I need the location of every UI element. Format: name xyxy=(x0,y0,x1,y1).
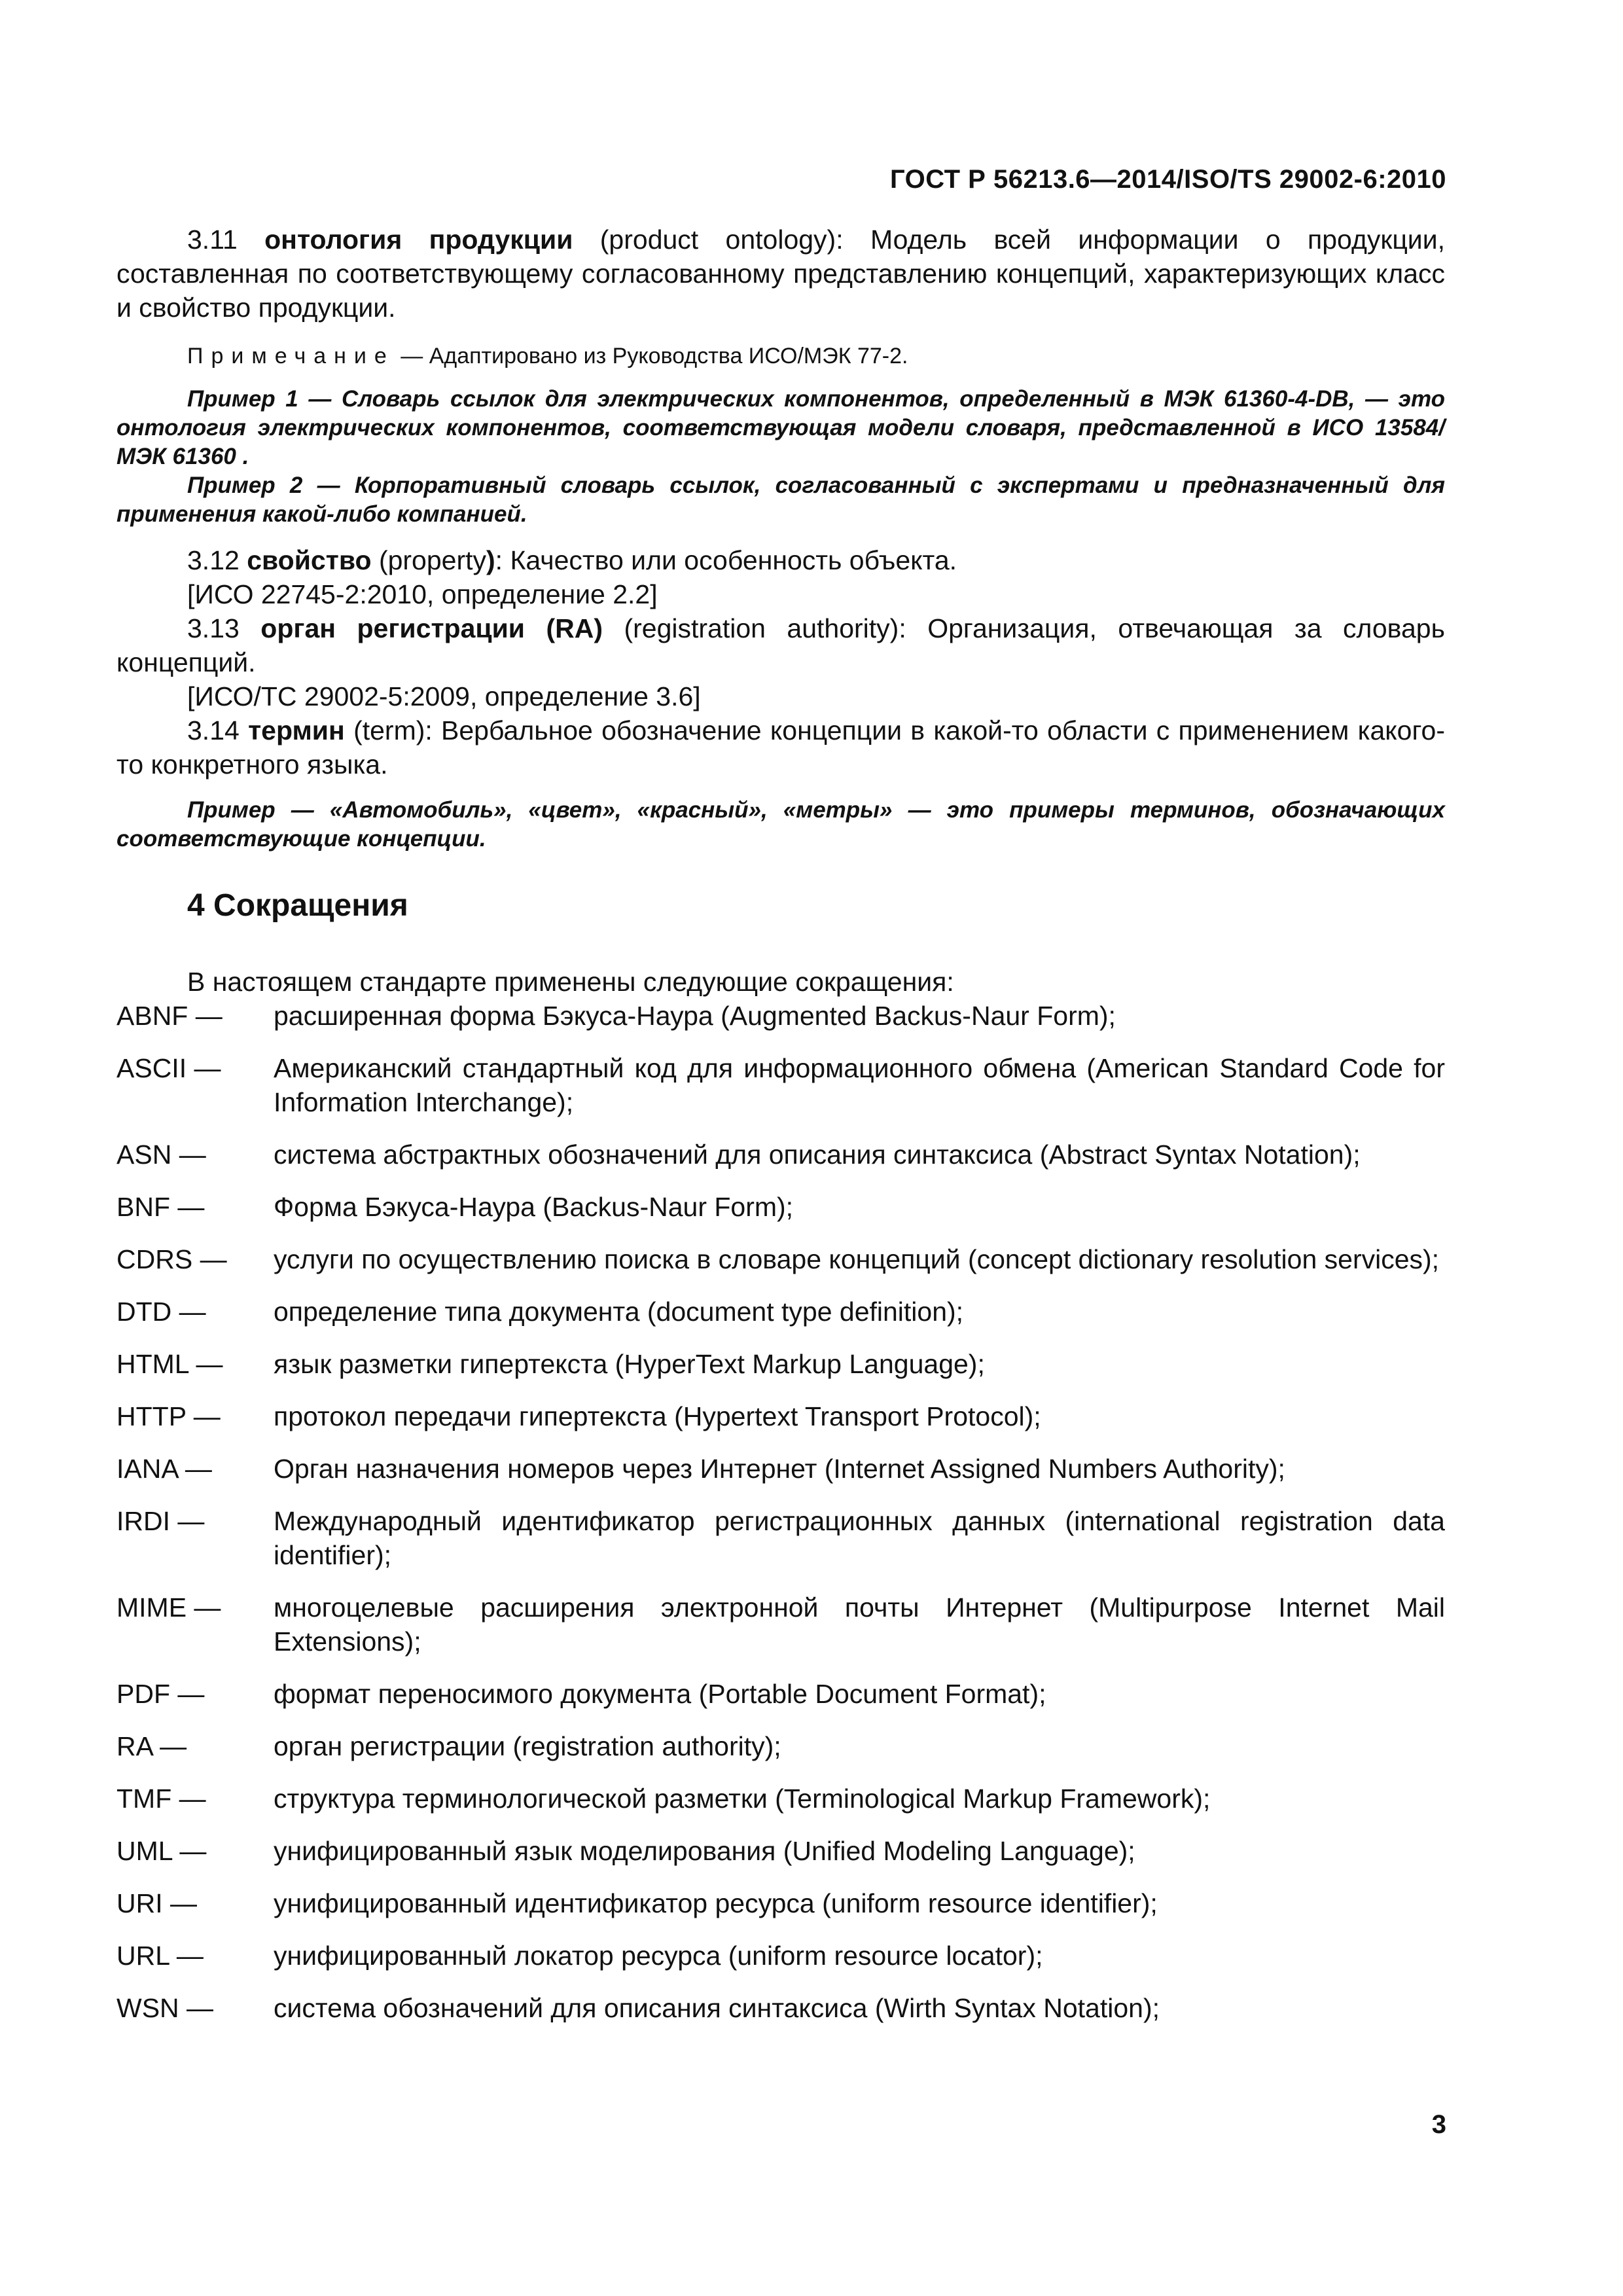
abbreviation: TMF — xyxy=(116,1784,206,1814)
abbreviation-definition: услуги по осуществлению поиска в словаре концепций (concept dictionary resolution services); xyxy=(274,1244,1440,1274)
abbreviation: HTTP — xyxy=(116,1401,221,1431)
abbreviation: MIME — xyxy=(116,1592,221,1623)
abbreviation: URL — xyxy=(116,1941,204,1971)
definition-term: онтология продукции xyxy=(264,224,573,255)
abbreviation: UML — xyxy=(116,1836,207,1866)
abbreviations-list xyxy=(116,999,1445,2025)
note-label: Примечание xyxy=(187,344,395,368)
definition-source: [ИСО 22745-2:2010, определение 2.2] xyxy=(187,579,658,609)
list-item xyxy=(116,1051,1445,1119)
list-item xyxy=(116,1590,1445,1659)
abbreviation: ASN — xyxy=(116,1139,206,1170)
definition-text-end: : Качество или особенность объекта. xyxy=(495,545,957,575)
abbreviation-definition: Орган назначения номеров через Интернет (Internet Assigned Numbers Authority); xyxy=(274,1454,1285,1484)
definition-number: 3.13 xyxy=(187,613,240,643)
abbreviation-definition: унифицированный язык моделирования (Unified Modeling Language); xyxy=(274,1836,1135,1866)
list-item xyxy=(116,999,1445,1033)
abbreviation-definition: система абстрактных обозначений для описания синтаксиса (Abstract Syntax Notation); xyxy=(274,1139,1361,1170)
list-item xyxy=(116,1190,1445,1224)
definition-term: свойство xyxy=(247,545,372,575)
abbreviation: BNF — xyxy=(116,1192,205,1222)
abbreviation: ASCII — xyxy=(116,1053,221,1083)
abbreviation-definition: протокол передачи гипертекста (Hypertext Transport Protocol); xyxy=(274,1401,1041,1431)
definition-3-14 xyxy=(116,713,1445,781)
abbreviation: PDF — xyxy=(116,1679,205,1709)
section-4-title: 4 Сокращения xyxy=(187,888,408,923)
abbreviation-definition: Форма Бэкуса-Наура (Backus-Naur Form); xyxy=(274,1192,794,1222)
example-1: Пример 1 — Словарь ссылок для электрических компонентов, определенный в МЭК 61360-4-DB, — это онтология электрических компонентов, соответствующая модели словаря, представленной в ИСО 13584/МЭК 61360 . xyxy=(116,386,1445,469)
abbreviations-intro: В настоящем стандарте применены следующие сокращения: xyxy=(187,967,954,997)
definition-number: 3.11 xyxy=(187,224,238,255)
abbreviation: URI — xyxy=(116,1888,197,1918)
definition-number: 3.14 xyxy=(187,715,240,745)
abbreviation: IRDI — xyxy=(116,1506,205,1536)
list-item xyxy=(116,1504,1445,1572)
definition-text: (registration authority): Организация, отвечающая за словарь концепций. xyxy=(116,613,1445,677)
abbreviation-definition: структура терминологической разметки (Terminological Markup Framework); xyxy=(274,1784,1211,1814)
list-item xyxy=(116,1939,1445,1973)
example-2: Пример 2 — Корпоративный словарь ссылок, согласованный с экспертами и предназначенный для применения какой-либо компанией. xyxy=(116,473,1445,527)
list-item xyxy=(116,1347,1445,1381)
abbreviation-definition: язык разметки гипертекста (HyperText Markup Language); xyxy=(274,1349,985,1379)
abbreviation-definition: расширенная форма Бэкуса-Наура (Augmented Backus-Naur Form); xyxy=(274,1001,1116,1031)
document-header: ГОСТ Р 56213.6—2014/ISO/TS 29002-6:2010 xyxy=(889,165,1446,194)
note xyxy=(116,342,1445,370)
abbreviation: DTD — xyxy=(116,1297,206,1327)
list-item xyxy=(116,1242,1445,1276)
abbreviation-definition: орган регистрации (registration authority); xyxy=(274,1731,781,1761)
abbreviation: RA — xyxy=(116,1731,187,1761)
list-item xyxy=(116,1399,1445,1433)
definition-number: 3.12 xyxy=(187,545,240,575)
abbreviation-definition: система обозначений для описания синтаксиса (Wirth Syntax Notation); xyxy=(274,1993,1160,2023)
definition-text: (property xyxy=(378,545,486,575)
definition-3-12 xyxy=(116,543,1445,577)
list-item xyxy=(116,1729,1445,1763)
definition-text: (product ontology): Модель всей информации о продукции, составленная по соответствующему согласованному представлению концепций, характеризующих класс и свойство продукции. xyxy=(116,224,1445,323)
abbreviation-definition: определение типа документа (document type definition); xyxy=(274,1297,964,1327)
list-item xyxy=(116,1834,1445,1868)
definition-3-11 xyxy=(116,223,1445,325)
definition-term: термин xyxy=(248,715,345,745)
list-item xyxy=(116,1295,1445,1329)
list-item xyxy=(116,1782,1445,1816)
note-text: — Адаптировано из Руководства ИСО/МЭК 77-2. xyxy=(401,344,908,368)
abbreviation: ABNF — xyxy=(116,1001,223,1031)
definition-text: (term): Вербальное обозначение концепции в какой-то области с применением какого-то конкретного языка. xyxy=(116,715,1445,780)
abbreviation-definition: многоцелевые расширения электронной почты Интернет (Multipurpose Internet Mail Extensions); xyxy=(274,1592,1445,1657)
abbreviation: IANA — xyxy=(116,1454,212,1484)
list-item xyxy=(116,1677,1445,1711)
list-item xyxy=(116,1886,1445,1920)
page-number: 3 xyxy=(1431,2110,1446,2139)
definition-bracket: ) xyxy=(486,545,495,575)
page-content xyxy=(116,223,1445,2043)
list-item xyxy=(116,1452,1445,1486)
abbreviation: WSN — xyxy=(116,1993,214,2023)
abbreviation-definition: Американский стандартный код для информационного обмена (American Standard Code for Information Interchange); xyxy=(274,1053,1445,1117)
abbreviation-definition: формат переносимого документа (Portable Document Format); xyxy=(274,1679,1046,1709)
abbreviation: CDRS — xyxy=(116,1244,227,1274)
definition-source: [ИСО/ТС 29002-5:2009, определение 3.6] xyxy=(187,681,701,711)
list-item xyxy=(116,1991,1445,2025)
definition-3-13 xyxy=(116,611,1445,679)
definition-term: орган регистрации (RA) xyxy=(260,613,603,643)
abbreviation-definition: унифицированный идентификатор ресурса (uniform resource identifier); xyxy=(274,1888,1158,1918)
list-item xyxy=(116,1138,1445,1172)
abbreviation: HTML — xyxy=(116,1349,223,1379)
abbreviation-definition: унифицированный локатор ресурса (uniform resource locator); xyxy=(274,1941,1043,1971)
example-terms: Пример — «Автомобиль», «цвет», «красный», «метры» — это примеры терминов, обозначающих соответствующие концепции. xyxy=(116,797,1445,852)
abbreviation-definition: Международный идентификатор регистрационных данных (international registration data identifier); xyxy=(274,1506,1445,1570)
